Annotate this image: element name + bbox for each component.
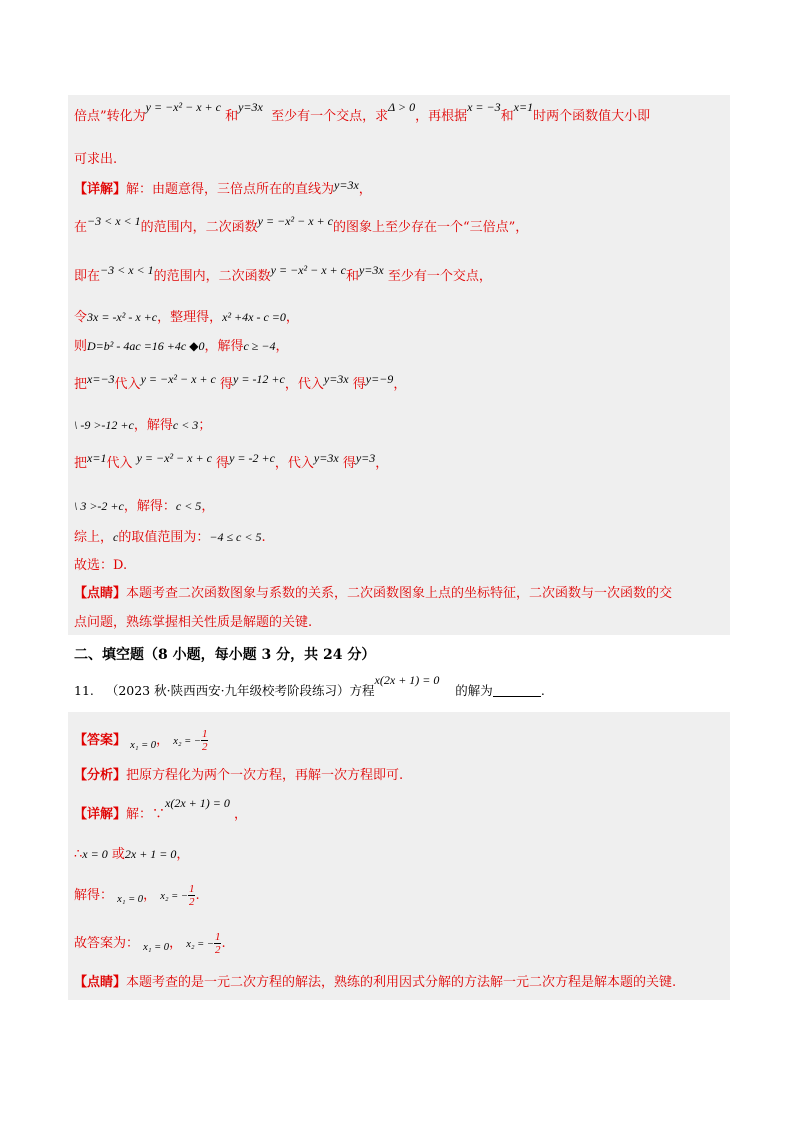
line-7: 则D=b² - 4ac =16 +4c ◆0，解得c ≥ −4， bbox=[74, 339, 289, 354]
section-title: 二、填空题（8 小题，每小题 3 分，共 24 分） bbox=[74, 647, 376, 663]
line-5: 即在−3 < x < 1的范围内，二次函数y = −x² − x + c和y=3x 至少有一个交点， bbox=[74, 263, 492, 284]
fraction: $\frac{1}{2}$ bbox=[201, 728, 208, 753]
math: x=1 bbox=[513, 100, 534, 114]
line-10: 把x=1代入 y = −x² − x + c 得y = -2 +c，代入y=3x 得y=3， bbox=[74, 451, 389, 471]
line-11: \ 3 >-2 +c，解得：c < 5， bbox=[74, 499, 215, 514]
line-15: 点问题，熟练掌握相关性质是解题的关键. bbox=[74, 615, 313, 630]
math: y = −x² − x + c bbox=[145, 100, 221, 114]
answer-line: 【答案】 $_{x_1 = 0}$， x₂ = − $\frac{1}{2}$ bbox=[74, 728, 208, 753]
line-1: 倍点”转化为y = −x² − x + c 和y=3x 至少有一个交点，求Δ > 0，再根据x = −3和x=1时两个函数值大小即 bbox=[74, 100, 651, 124]
math: Δ > 0 bbox=[388, 100, 416, 114]
line-6: 令3x = -x² - x +c，整理得，x² +4x - c =0， bbox=[74, 310, 299, 325]
line-4: 在−3 < x < 1的范围内，二次函数y = −x² − x + c的图象上至少存在一个“三倍点”， bbox=[74, 214, 529, 235]
line-3: 【详解】解：由题意得，三倍点所在的直线为y=3x， bbox=[74, 178, 372, 197]
math: x = −3 bbox=[467, 100, 501, 114]
line-13: 故选：D. bbox=[74, 558, 128, 573]
line-12: 综上，c的取值范围为：−4 ≤ c < 5. bbox=[74, 530, 266, 545]
line-14: 【点睛】本题考查二次函数图象与系数的关系，二次函数图象上点的坐标特征，二次函数与一次函数的交 bbox=[74, 586, 673, 601]
detail-line-4: 故答案为： $_{x_1 = 0}$， x₂ = − $\frac{1}{2}$ . bbox=[74, 931, 226, 956]
detail-line-1: 【详解】解：∵x(2x + 1) = 0 ， bbox=[74, 796, 248, 822]
analysis-line: 【分析】把原方程化为两个一次方程，再解一次方程即可. bbox=[74, 768, 404, 783]
detail-line-2: ∴x = 0 或2x + 1 = 0， bbox=[74, 847, 190, 862]
line-8: 把x=−3代入y = −x² − x + c 得y = -12 +c，代入y=3x 得y=−9， bbox=[74, 372, 407, 392]
comment-line: 【点睛】本题考查的是一元二次方程的解法，熟练的利用因式分解的方法解一元二次方程是解本题的关键. bbox=[74, 975, 677, 990]
question-11: 11. （2023 秋·陕西西安·九年级校考阶段练习）方程x(2x + 1) = 0 的解为 . bbox=[74, 673, 545, 698]
line-2: 可求出. bbox=[74, 152, 118, 167]
answer-blank bbox=[493, 684, 541, 697]
solution-box-1 bbox=[68, 95, 730, 635]
line-9: \ -9 >-12 +c，解得c < 3； bbox=[74, 418, 212, 433]
detail-line-3: 解得： $_{x_1 = 0}$， x₂ = − $\frac{1}{2}$ . bbox=[74, 883, 200, 908]
math: y=3x bbox=[238, 100, 263, 114]
